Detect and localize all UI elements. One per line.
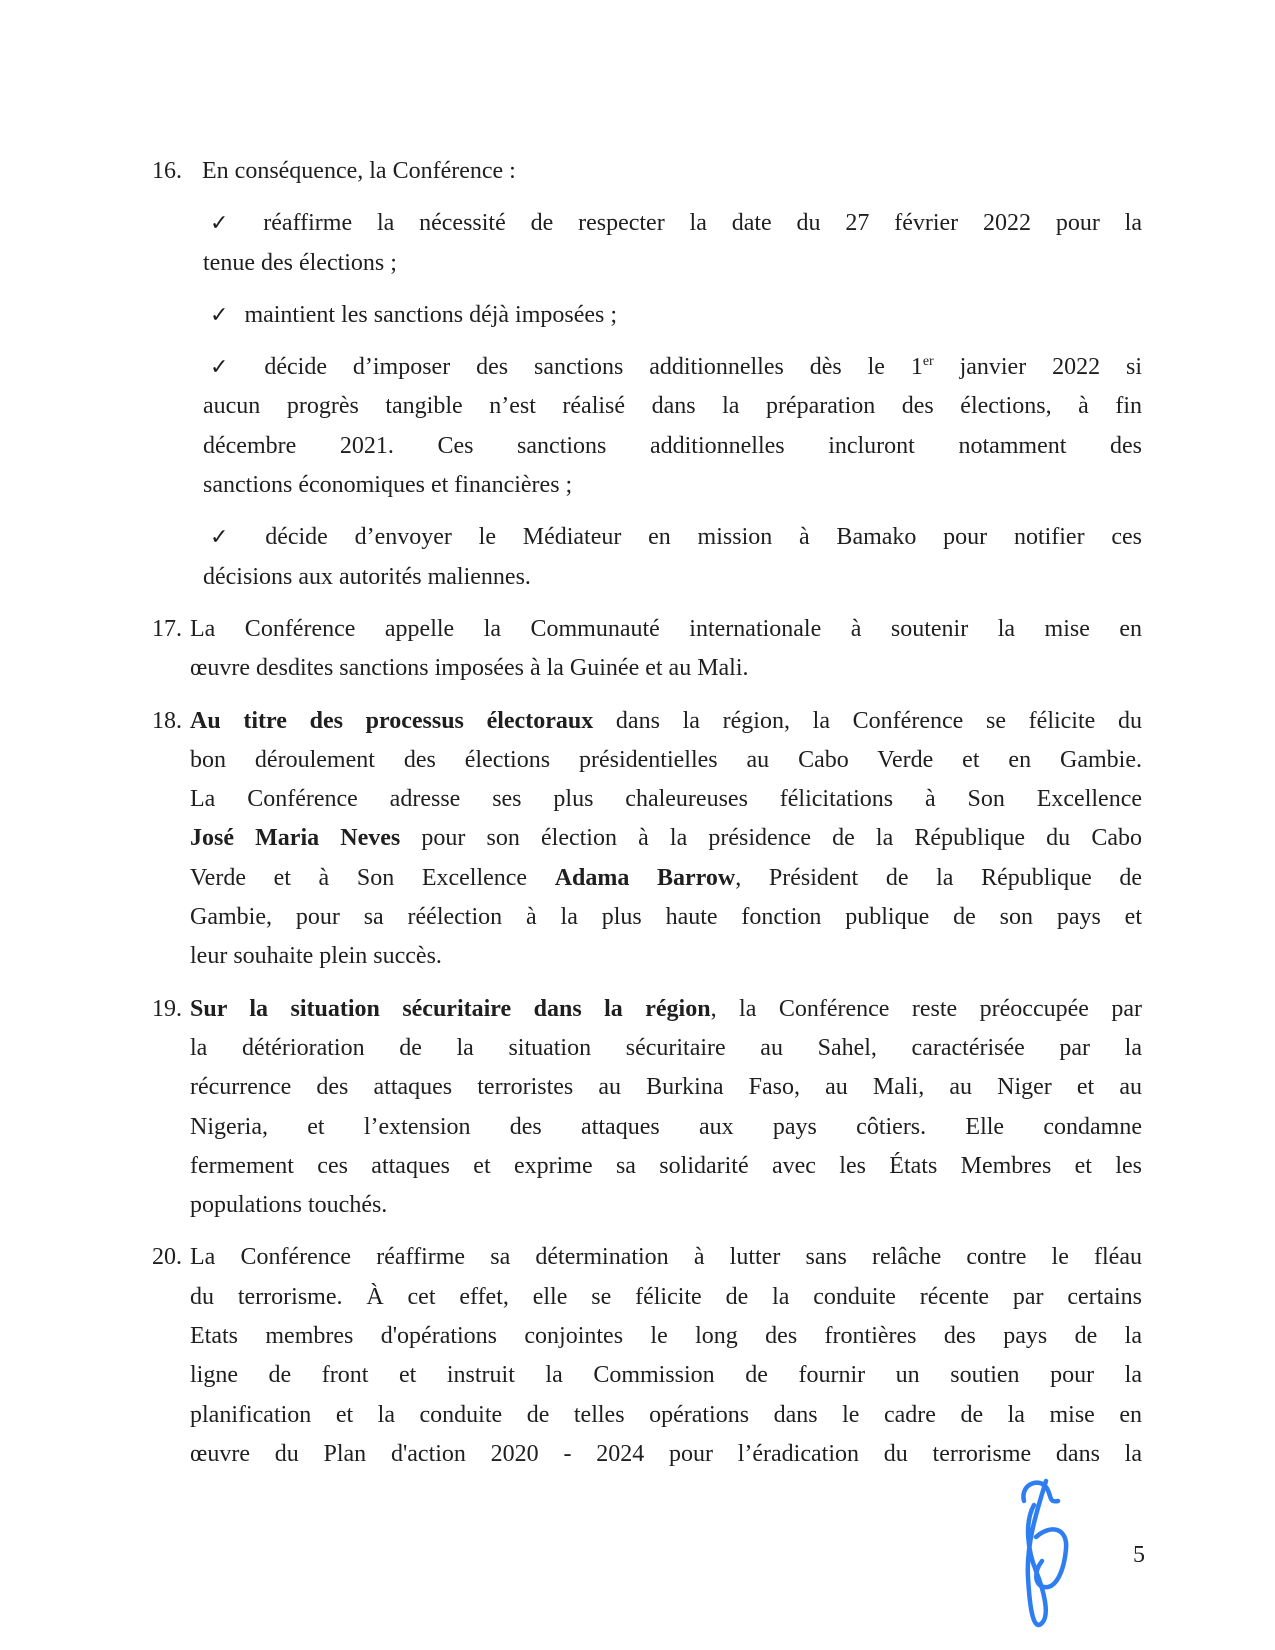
text-run: œuvre du Plan d'action 2020 - 2024 pour l’éradication du terrorisme dans la [190, 1440, 1142, 1467]
text-line [203, 348, 1142, 387]
text-line [203, 387, 1142, 426]
text-line [190, 898, 1142, 937]
check-list-item [152, 204, 1142, 283]
text-run: la détérioration de la situation sécuritaire au Sahel, caractérisée par la [190, 1034, 1142, 1061]
paragraph-number: 16. [152, 158, 182, 184]
text-run: La Conférence réaffirme sa détermination à lutter sans relâche contre le fléau [190, 1244, 1142, 1271]
paragraph-number: 20. [152, 1244, 182, 1271]
text-line [190, 1278, 1142, 1317]
text-line [203, 244, 1142, 283]
text-line [190, 702, 1142, 741]
text-run: du terrorisme. À cet effet, elle se félicite de la conduite récente par certains [190, 1283, 1142, 1310]
bold-text-run: Au titre des processus électoraux [190, 707, 594, 734]
check-list-item [152, 348, 1142, 505]
checkmark-icon: ✓ [210, 525, 250, 551]
text-run: En conséquence, la Conférence : [202, 158, 516, 184]
text-line [190, 1108, 1142, 1147]
text-line [190, 649, 1142, 688]
document-body [152, 152, 1142, 1474]
text-line [203, 427, 1142, 466]
numbered-paragraph [152, 702, 1142, 977]
text-run: , la Conférence reste préoccupée par [710, 995, 1143, 1022]
text-run: dans la région, la Conférence se félicite du [593, 707, 1142, 734]
text-run: Etats membres d'opérations conjointes le long des frontières des pays de la [190, 1323, 1142, 1350]
text-run: La Conférence adresse ses plus chaleureuses félicitations à Son Excellence [190, 786, 1142, 813]
text-run: aucun progrès tangible n’est réalisé dans la préparation des élections, à fin [203, 393, 1142, 420]
check-list-item [152, 518, 1142, 597]
paragraph-number: 18. [152, 707, 182, 734]
text-run: Gambie, pour sa réélection à la plus haute fonction publique de son pays et [190, 904, 1142, 931]
text-run: sanctions économiques et financières ; [203, 472, 573, 499]
text-run: , Président de la République de [735, 864, 1143, 891]
text-line [190, 1068, 1142, 1107]
numbered-paragraph [152, 1238, 1142, 1474]
text-line [203, 296, 1142, 335]
text-line [190, 1435, 1142, 1474]
check-list-item [152, 296, 1142, 335]
text-run: récurrence des attaques terroristes au Burkina Faso, au Mali, au Niger et au [190, 1074, 1142, 1101]
text-run: décide d’envoyer le Médiateur en mission à Bamako pour notifier ces [265, 524, 1142, 551]
numbered-paragraph [152, 990, 1142, 1226]
paragraph-number: 17. [152, 615, 182, 642]
text-run: Nigeria, et l’extension des attaques aux pays côtiers. Elle condamne [190, 1113, 1142, 1140]
bold-text-run: José Maria Neves [190, 825, 401, 852]
text-line [190, 1356, 1142, 1395]
text-line [203, 518, 1142, 557]
numbered-paragraph [152, 152, 1142, 191]
text-line [190, 1317, 1142, 1356]
text-run: ligne de front et instruit la Commission de fournir un soutien pour la [190, 1362, 1142, 1389]
text-run: réaffirme la nécessité de respecter la date du 27 février 2022 pour la [263, 210, 1142, 237]
text-line [190, 780, 1142, 819]
page-number: 5 [1133, 1542, 1145, 1568]
text-run: Verde et à Son Excellence [190, 864, 555, 891]
text-run: populations touchés. [190, 1192, 388, 1219]
bold-text-run: Adama Barrow [554, 864, 736, 891]
text-line [190, 859, 1142, 898]
text-run: bon déroulement des élections présidentielles au Cabo Verde et en Gambie. [190, 746, 1142, 773]
checkmark-icon: ✓ [210, 211, 248, 237]
checkmark-icon: ✓ [210, 355, 249, 381]
superscript-text: er [922, 354, 934, 370]
text-run: tenue des élections ; [203, 249, 397, 276]
text-run: La Conférence appelle la Communauté internationale à soutenir la mise en [190, 615, 1142, 642]
text-line [190, 1029, 1142, 1068]
text-line [190, 1396, 1142, 1435]
checkmark-icon: ✓ [210, 302, 229, 328]
numbered-paragraph [152, 610, 1142, 689]
text-line [190, 1238, 1142, 1277]
text-line [202, 152, 1142, 191]
text-line [203, 466, 1142, 505]
text-run: pour son élection à la présidence de la République du Cabo [400, 825, 1142, 852]
text-run: maintient les sanctions déjà imposées ; [244, 301, 618, 328]
text-run: leur souhaite plein succès. [190, 943, 442, 970]
text-line [190, 1147, 1142, 1186]
text-line [190, 819, 1142, 858]
text-run: planification et la conduite de telles opérations dans le cadre de la mise en [190, 1401, 1142, 1428]
text-line [190, 741, 1142, 780]
text-line [190, 990, 1142, 1029]
text-run: œuvre desdites sanctions imposées à la Guinée et au Mali. [190, 655, 749, 682]
text-line [190, 937, 1142, 976]
text-line [203, 558, 1142, 597]
text-line [203, 204, 1142, 243]
paragraph-number: 19. [152, 995, 182, 1022]
text-line [190, 610, 1142, 649]
bold-text-run: Sur la situation sécuritaire dans la région [190, 995, 711, 1022]
text-run: décembre 2021. Ces sanctions additionnelles incluront notamment des [203, 432, 1142, 459]
text-line [190, 1186, 1142, 1225]
text-run: décide d’imposer des sanctions additionnelles dès le 1 [264, 354, 923, 381]
signature-scribble [1000, 1473, 1078, 1638]
text-run: décisions aux autorités maliennes. [203, 563, 531, 590]
text-run: fermement ces attaques et exprime sa solidarité avec les États Membres et les [190, 1152, 1142, 1179]
text-run: janvier 2022 si [933, 354, 1143, 381]
